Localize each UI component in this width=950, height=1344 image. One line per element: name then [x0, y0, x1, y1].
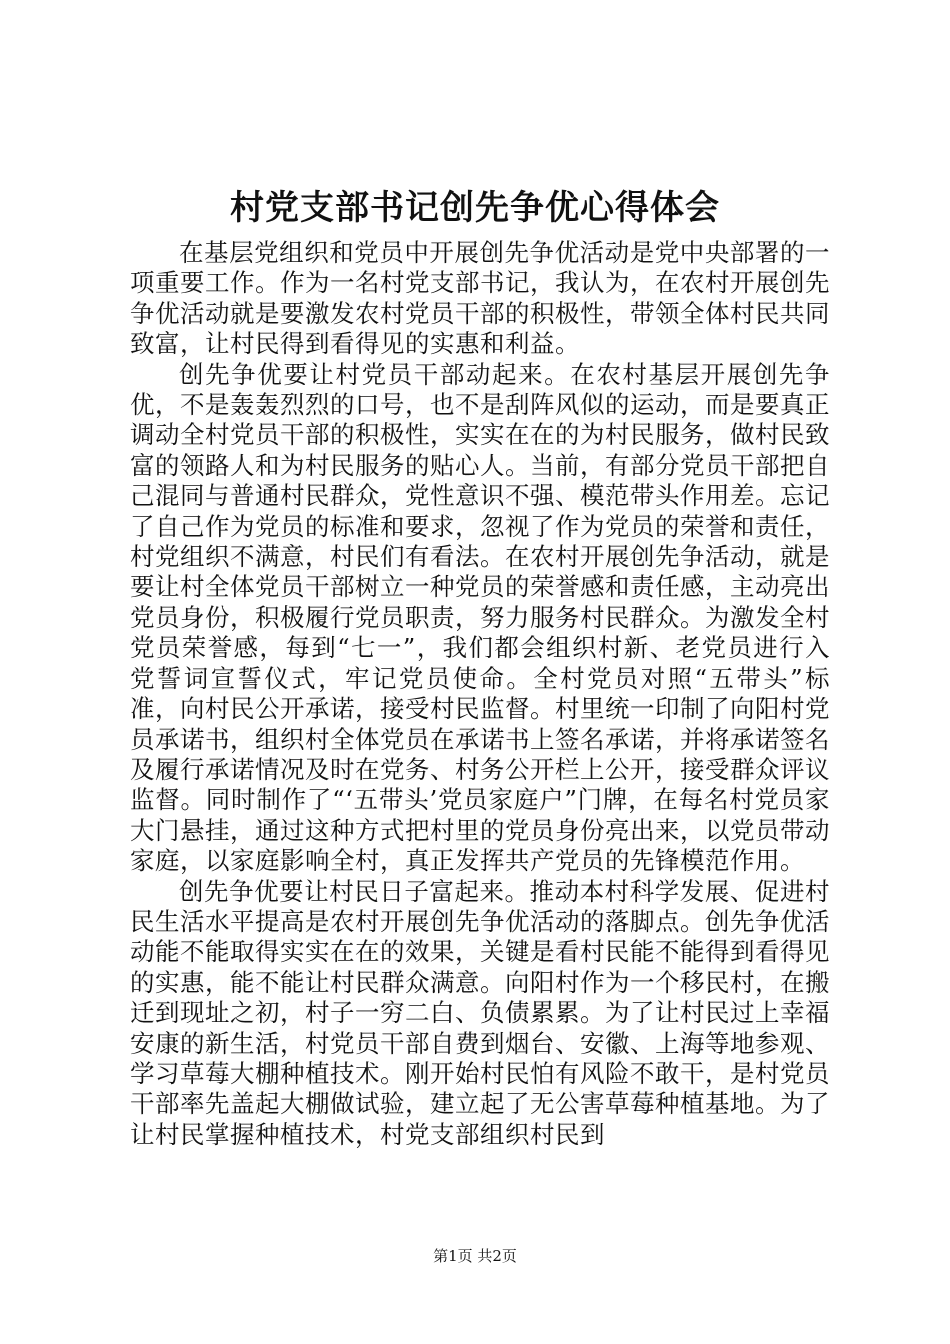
- paragraph-party-members: 创先争优要让村党员干部动起来。在农村基层开展创先争优，不是轰轰烈烈的口号，也不是刮阵风似的运动，而是要真正调动全村党员干部的积极性，实实在在的为村民服务，做村民致富的领路人和为村民服务的贴心人。当前，有部分党员干部把自己混同与普通村民群众，党性意识不强、模范带头作用差。忘记了自己作为党员的标准和要求，忽视了作为党员的荣誉和责任，村党组织不满意，村民们有看法。在农村开展创先争活动，就是要让村全体党员干部树立一种党员的荣誉感和责任感，主动亮出党员身份，积极履行党员职责，努力服务村民群众。为激发全村党员荣誉感，每到“七一”，我们都会组织村新、老党员进行入党誓词宣誓仪式，牢记党员使命。全村党员对照“五带头”标准，向村民公开承诺，接受村民监督。村里统一印制了向阳村党员承诺书，组织村全体党员在承诺书上签名承诺，并将承诺签名及履行承诺情况及时在党务、村务公开栏上公开，接受群众评议监督。同时制作了“‘五带头’党员家庭户”门牌，在每名村党员家大门悬挂，通过这种方式把村里的党员身份亮出来，以党员带动家庭，以家庭影响全村，真正发挥共产党员的先锋模范作用。: [130, 359, 830, 876]
- document-body: [130, 238, 830, 1150]
- paragraph-intro: 在基层党组织和党员中开展创先争优活动是党中央部署的一项重要工作。作为一名村党支部书记，我认为，在农村开展创先争优活动就是要激发农村党员干部的积极性，带领全体村民共同致富，让村民得到看得见的实惠和利益。: [130, 238, 830, 359]
- paragraph-villagers-prosper: 创先争优要让村民日子富起来。推动本村科学发展、促进村民生活水平提高是农村开展创先争优活动的落脚点。创先争优活动能不能取得实实在在的效果，关键是看村民能不能得到看得见的实惠，能不能让村民群众满意。向阳村作为一个移民村，在搬迁到现址之初，村子一穷二白、负债累累。为了让村民过上幸福安康的新生活，村党员干部自费到烟台、安徽、上海等地参观、学习草莓大棚种植技术。刚开始村民怕有风险不敢干，是村党员干部率先盖起大棚做试验，建立起了无公害草莓种植基地。为了让村民掌握种植技术，村党支部组织村民到: [130, 876, 830, 1149]
- document-title: 村党支部书记创先争优心得体会: [230, 188, 720, 228]
- page-number-footer: 第1页 共2页: [433, 1247, 517, 1265]
